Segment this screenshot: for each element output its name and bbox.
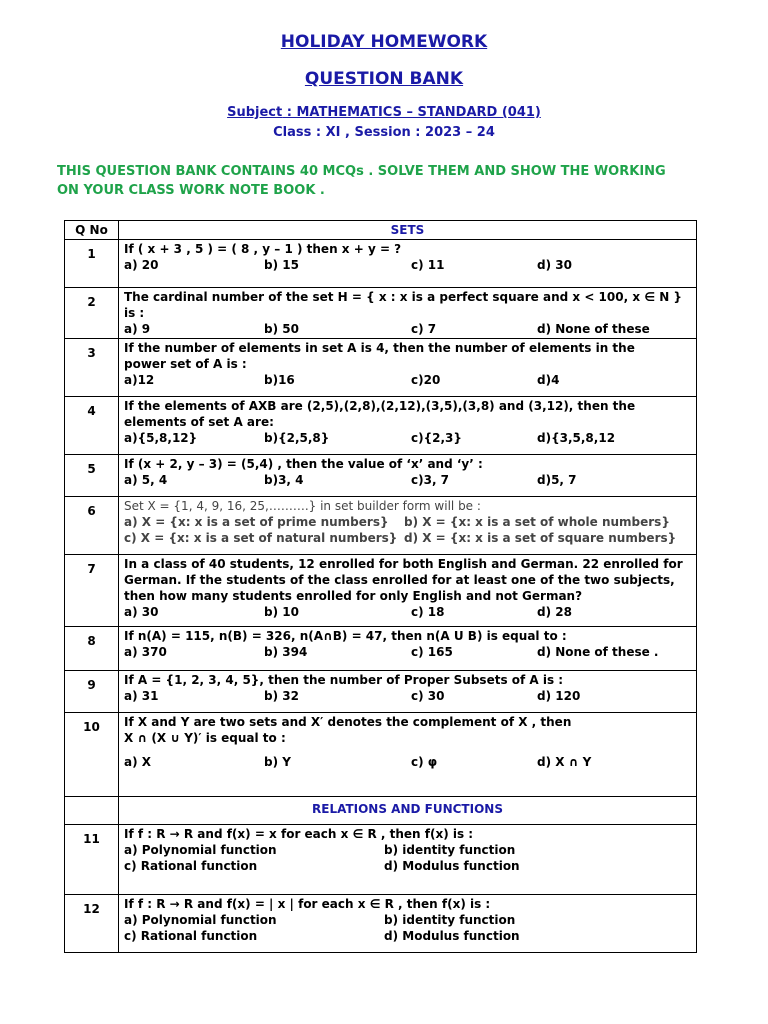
section-heading-sets: SETS [119, 221, 697, 240]
answer-option: b) identity function [384, 913, 516, 927]
answer-options [124, 688, 691, 704]
question-text: If f : R → R and f(x) = x for each x ∈ R , then f(x) is : [124, 827, 474, 841]
question-text: If A = {1, 2, 3, 4, 5}, then the number of Proper Subsets of A is : [124, 673, 564, 687]
answer-option: c) Rational function [124, 929, 258, 943]
answer-option: d) Modulus function [384, 929, 520, 943]
question-number: 7 [65, 555, 119, 627]
answer-option: a) Polynomial function [124, 843, 277, 857]
question-row [65, 397, 697, 455]
answer-options [124, 472, 691, 488]
intro-line-2: ON YOUR CLASS WORK NOTE BOOK . [57, 183, 325, 198]
subject-line: Subject : MATHEMATICS – STANDARD (041) [227, 105, 541, 120]
answer-option: d) 28 [537, 605, 572, 619]
answer-option: a) 370 [124, 645, 167, 659]
answer-options [124, 842, 691, 874]
question-body [119, 713, 697, 797]
answer-option: d){3,5,8,12 [537, 431, 616, 445]
answer-options [124, 754, 691, 770]
section-row-relations [65, 797, 697, 825]
answer-options [124, 912, 691, 944]
question-text: If f : R → R and f(x) = | x | for each x ∈ R , then f(x) is : [124, 897, 491, 911]
question-body [119, 555, 697, 627]
subject-value: MATHEMATICS – STANDARD (041) [296, 105, 541, 120]
section-heading-relations: RELATIONS AND FUNCTIONS [119, 797, 697, 825]
answer-option: b) 50 [264, 322, 299, 336]
class-line: Class : XI , Session : 2023 – 24 [273, 125, 495, 140]
question-number: 5 [65, 455, 119, 497]
answer-option: d)4 [537, 373, 560, 387]
answer-option: c)20 [411, 373, 441, 387]
answer-option: a)12 [124, 373, 155, 387]
answer-option: c){2,3} [411, 431, 462, 445]
answer-option: c)3, 7 [411, 473, 450, 487]
answer-option: c) 18 [411, 605, 445, 619]
answer-option: a) 9 [124, 322, 151, 336]
question-row [65, 555, 697, 627]
question-body [119, 339, 697, 397]
question-text: The cardinal number of the set H = { x : x is a perfect square and x < 100, x ∈ N } is : [124, 290, 682, 320]
answer-option: b) 10 [264, 605, 299, 619]
question-number: 3 [65, 339, 119, 397]
answer-option: a) 5, 4 [124, 473, 168, 487]
question-text: If X and Y are two sets and X′ denotes the complement of X , then [124, 715, 572, 729]
answer-option: c) 165 [411, 645, 453, 659]
question-text: then how many students enrolled for only English and not German? [124, 589, 583, 603]
question-table [64, 220, 697, 953]
answer-option: c) Rational function [124, 859, 258, 873]
answer-option: d) 30 [537, 258, 572, 272]
question-body [119, 627, 697, 671]
spacer [124, 746, 691, 754]
answer-option: c) X = {x: x is a set of natural numbers} [124, 531, 398, 545]
answer-option: b) Y [264, 755, 291, 769]
answer-options [124, 257, 691, 273]
answer-option: b) X = {x: x is a set of whole numbers} [404, 515, 670, 529]
question-body [119, 455, 697, 497]
answer-option: a) X = {x: x is a set of prime numbers} [124, 515, 389, 529]
question-row [65, 671, 697, 713]
question-row [65, 627, 697, 671]
section-spacer [65, 797, 119, 825]
subject-label: Subject [227, 105, 283, 120]
answer-options [124, 321, 691, 337]
question-number: 1 [65, 240, 119, 288]
question-body [119, 240, 697, 288]
question-text: Set X = {1, 4, 9, 16, 25,……….} in set builder form will be : [124, 499, 481, 513]
answer-option: b) 394 [264, 645, 308, 659]
question-text: If the elements of AXB are (2,5),(2,8),(2,12),(3,5),(3,8) and (3,12), then the [124, 399, 636, 413]
answer-option: c) 30 [411, 689, 445, 703]
question-text: elements of set A are: [124, 415, 274, 429]
question-body [119, 825, 697, 895]
page-subtitle: QUESTION BANK [304, 69, 464, 89]
question-row [65, 240, 697, 288]
question-number: 12 [65, 895, 119, 953]
answer-option: b) 15 [264, 258, 299, 272]
question-row [65, 895, 697, 953]
question-body [119, 671, 697, 713]
answer-option: b) 32 [264, 689, 299, 703]
answer-option: b)16 [264, 373, 295, 387]
question-number: 6 [65, 497, 119, 555]
question-body [119, 288, 697, 339]
question-row [65, 713, 697, 797]
answer-option: d) None of these . [537, 645, 659, 659]
question-number: 8 [65, 627, 119, 671]
question-number: 4 [65, 397, 119, 455]
answer-option: d) X = {x: x is a set of square numbers} [404, 531, 677, 545]
question-body [119, 497, 697, 555]
answer-option: b){2,5,8} [264, 431, 330, 445]
question-row [65, 497, 697, 555]
question-row [65, 288, 697, 339]
question-row [65, 825, 697, 895]
question-text: If ( x + 3 , 5 ) = ( 8 , y – 1 ) then x + y = ? [124, 242, 402, 256]
answer-option: d) Modulus function [384, 859, 520, 873]
question-number: 10 [65, 713, 119, 797]
answer-options [124, 372, 691, 388]
answer-option: c) 11 [411, 258, 445, 272]
answer-option: a) X [124, 755, 152, 769]
question-text: German. If the students of the class enrolled for at least one of the two subjects, [124, 573, 675, 587]
question-number: 11 [65, 825, 119, 895]
answer-options [124, 644, 691, 660]
answer-options [124, 604, 691, 620]
answer-option: c) φ [411, 755, 438, 769]
table-header-row [65, 221, 697, 240]
question-body [119, 397, 697, 455]
question-text: In a class of 40 students, 12 enrolled for both English and German. 22 enrolled for [124, 557, 683, 571]
col-qno-header: Q No [65, 221, 119, 240]
answer-option: d)5, 7 [537, 473, 577, 487]
answer-option: a) 31 [124, 689, 159, 703]
answer-option: a) 20 [124, 258, 159, 272]
question-text: If the number of elements in set A is 4, then the number of elements in the [124, 341, 635, 355]
question-text: If (x + 2, y – 3) = (5,4) , then the value of ‘x’ and ‘y’ : [124, 457, 483, 471]
answer-option: c) 7 [411, 322, 437, 336]
answer-option: d) X ∩ Y [537, 755, 592, 769]
answer-options [124, 514, 691, 546]
answer-options [124, 430, 691, 446]
answer-option: b) identity function [384, 843, 516, 857]
question-text: If n(A) = 115, n(B) = 326, n(A∩B) = 47, then n(A U B) is equal to : [124, 629, 567, 643]
question-row [65, 339, 697, 397]
answer-option: d) 120 [537, 689, 581, 703]
page-title: HOLIDAY HOMEWORK [280, 32, 488, 52]
answer-option: a) 30 [124, 605, 159, 619]
answer-option: a){5,8,12} [124, 431, 198, 445]
question-number: 2 [65, 288, 119, 339]
question-number: 9 [65, 671, 119, 713]
answer-option: b)3, 4 [264, 473, 304, 487]
answer-option: d) None of these [537, 322, 650, 336]
answer-option: a) Polynomial function [124, 913, 277, 927]
intro-line-1: THIS QUESTION BANK CONTAINS 40 MCQs . SOLVE THEM AND SHOW THE WORKING [57, 164, 666, 179]
question-row [65, 455, 697, 497]
question-body [119, 895, 697, 953]
question-text: power set of A is : [124, 357, 247, 371]
question-text: X ∩ (X ∪ Y)′ is equal to : [124, 731, 286, 745]
